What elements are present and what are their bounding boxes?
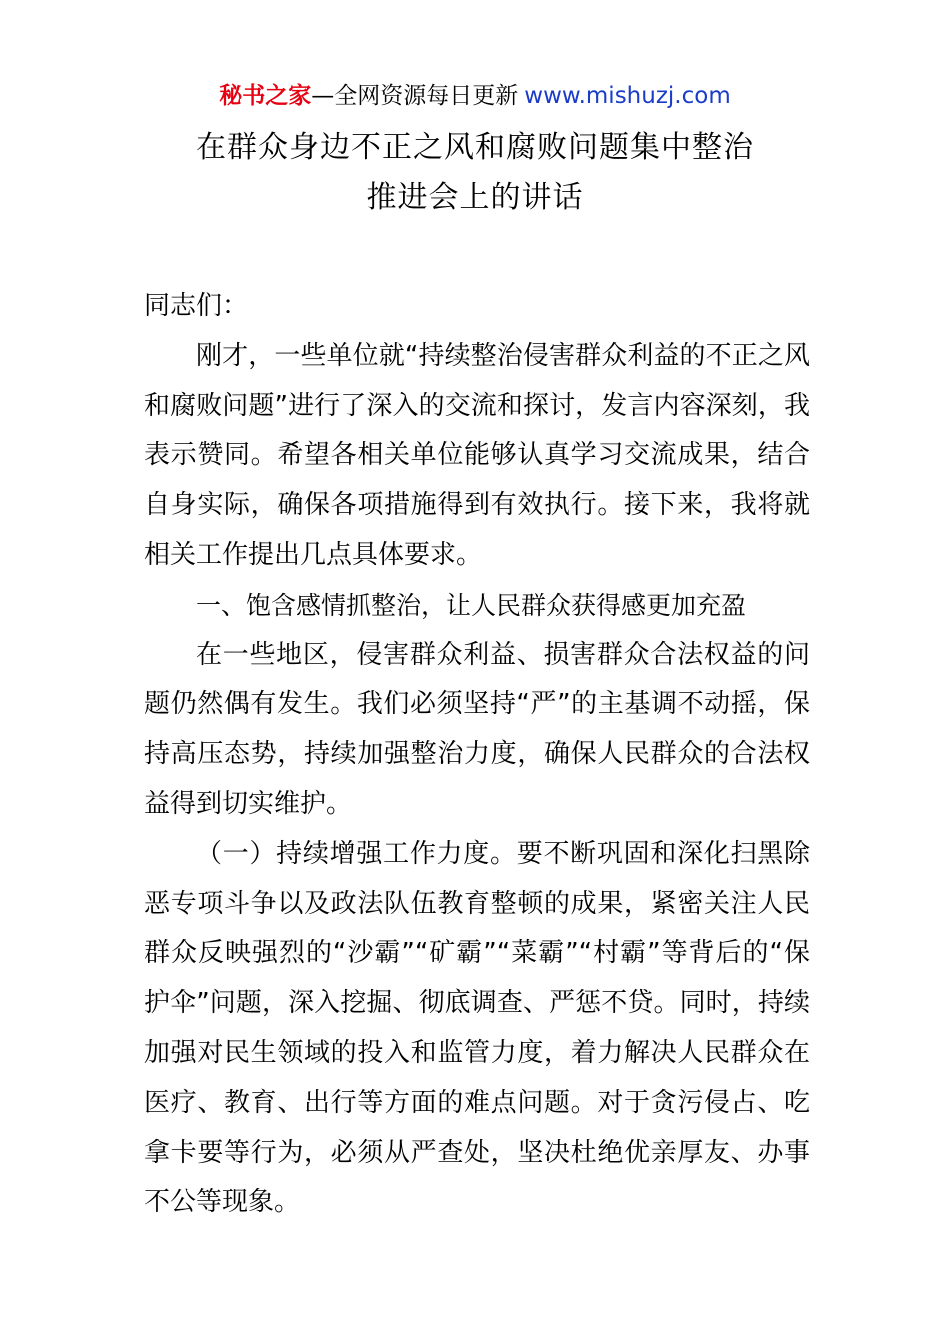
site-header <box>0 80 950 112</box>
paragraph-intro: 刚才，一些单位就“持续整治侵害群众利益的不正之风和腐败问题”进行了深入的交流和探讨，发言内容深刻，我表示赞同。希望各相关单位能够认真学习交流成果，结合自身实际，确保各项措施得到有效执行。接下来，我将就相关工作提出几点具体要求。 <box>144 340 810 570</box>
document-title-line1: 在群众身边不正之风和腐败问题集中整治 <box>196 130 754 165</box>
document-title-line2: 推进会上的讲话 <box>366 180 584 215</box>
header-tagline: —全网资源每日更新 <box>311 83 519 109</box>
paragraph-section-1: 在一些地区，侵害群众利益、损害群众合法权益的问题仍然偶有发生。我们必须坚持“严”的主基调不动摇，保持高压态势，持续加强整治力度，确保人民群众的合法权益得到切实维护。 <box>144 639 810 819</box>
brand-name: 秘书之家 <box>219 83 312 109</box>
site-url[interactable]: www.mishuzj.com <box>524 83 731 109</box>
document-body <box>144 282 810 1228</box>
section-heading-1: 一、饱含感情抓整治，让人民群众获得感更加充盈 <box>196 590 747 620</box>
salutation: 同志们： <box>144 291 249 321</box>
paragraph-subsection-1: （一）持续增强工作力度。要不断巩固和深化扫黑除恶专项斗争以及政法队伍教育整顿的成果，紧密关注人民群众反映强烈的“沙霸”“矿霸”“菜霸”“村霸”等背后的“保护伞”问题，深入挖掘、彻底调查、严惩不贷。同时，持续加强对民生领域的投入和监管力度，着力解决人民群众在医疗、教育、出行等方面的难点问题。对于贪污侵占、吃拿卡要等行为，必须从严查处，坚决杜绝优亲厚友、办事不公等现象。 <box>144 838 810 1218</box>
